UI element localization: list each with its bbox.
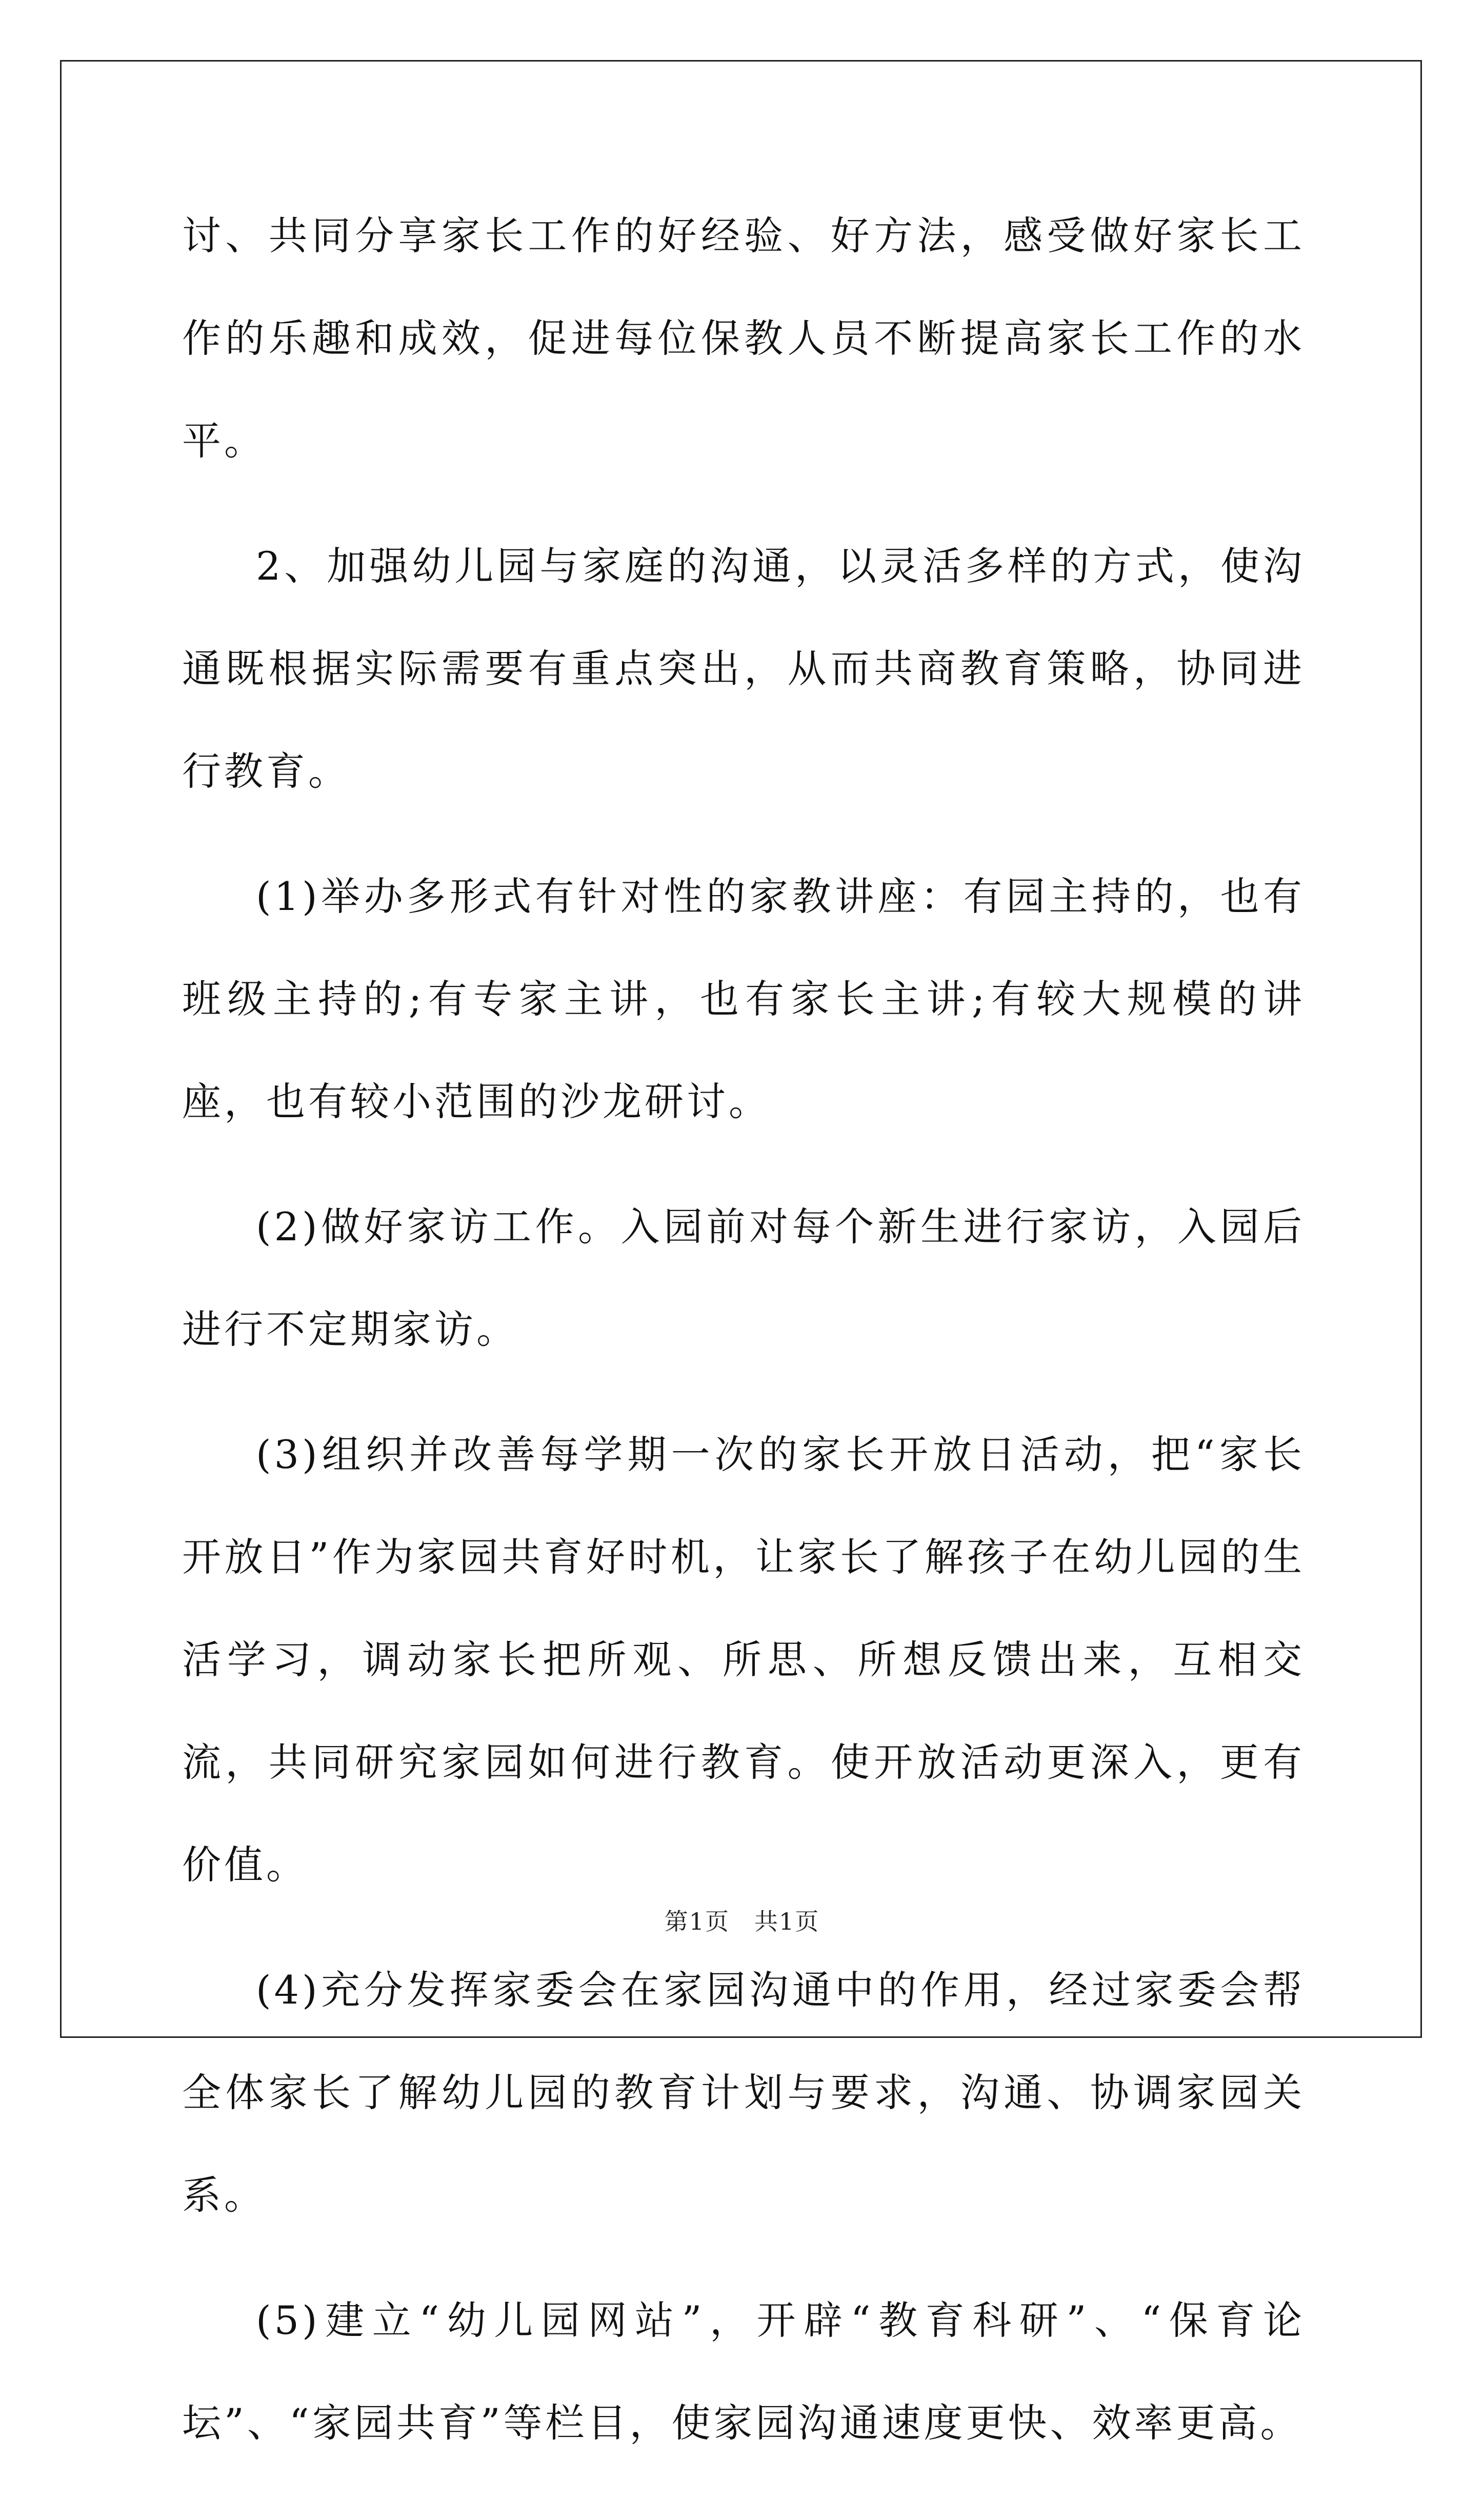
paragraph-4: (2)做好家访工作。入园前对每个新生进行家访，入园后进行不定期家访。: [182, 1204, 1305, 1352]
document-body: [182, 185, 1305, 2497]
paragraph-7: (5)建立“幼儿园网站”，开辟“教育科研”、“保育论坛”、“家园共育”等栏目，使家园沟通速度更快、效率更高。: [182, 2297, 1305, 2446]
paragraph-5: (3)组织并改善每学期一次的家长开放日活动，把“家长开放日”作为家园共育好时机，让家长了解孩子在幼儿园的生活学习，调动家长把所观、所思、所想反馈出来，互相交流，共同研究家园如何进行教育。使开放活动更深入，更有价值。: [182, 1432, 1305, 1888]
paragraph-2: 2、加强幼儿园与家庭的沟通，以灵活多样的方式，使沟通既根据实际需要有重点突出，从而共商教育策略，协同进行教育。: [182, 543, 1305, 794]
paragraph-6: (4)充分发挥家委会在家园沟通中的作用，经过家委会帮全体家长了解幼儿园的教育计划与要求，沟通、协调家园关系。: [182, 1967, 1305, 2218]
paragraph-3: (1)举办多形式有针对性的家教讲座：有园主持的，也有班级主持的;有专家主讲，也有家长主讲;有较大规模的讲座，也有较小范围的沙龙研讨。: [182, 874, 1305, 1124]
paragraph-1: 讨、共同分享家长工作的好经验、好方法，感受做好家长工作的乐趣和成效，促进每位保教人员不断提高家长工作的水平。: [182, 213, 1305, 464]
page-footer: 第1页 共1页: [664, 1908, 820, 1935]
